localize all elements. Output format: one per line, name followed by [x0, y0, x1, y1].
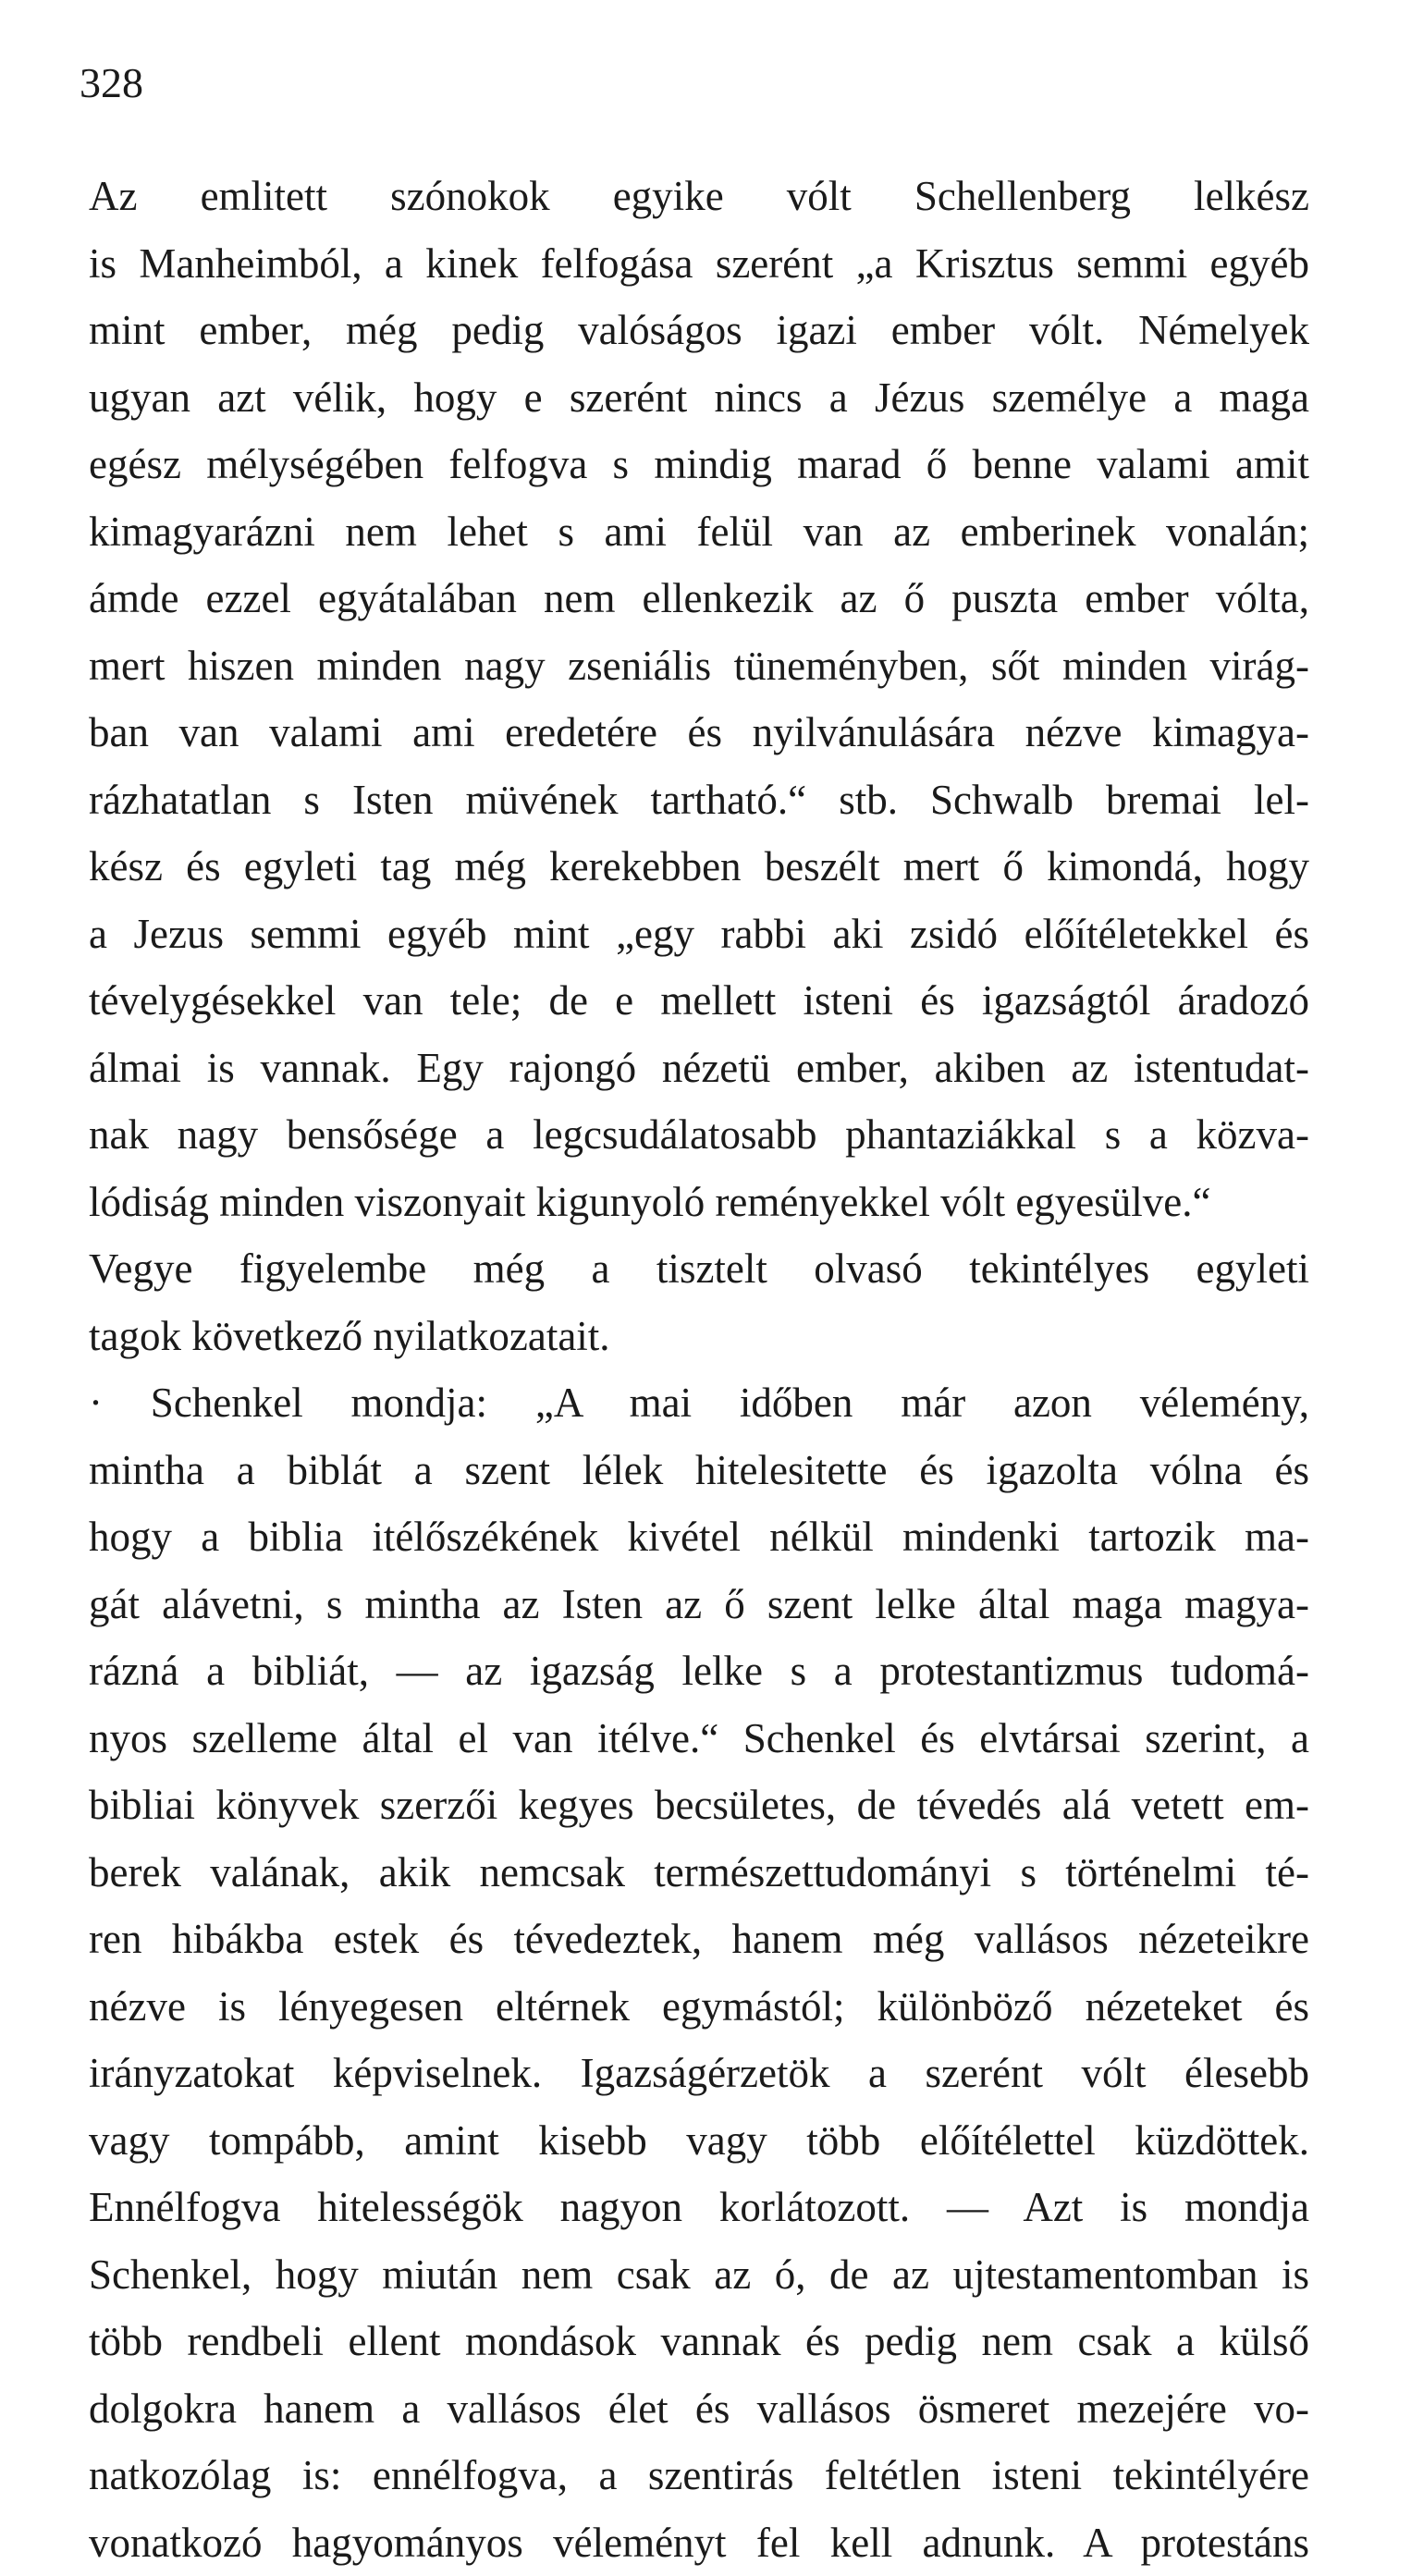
text-line: bibliai könyvek szerzői kegyes becsületes, de tévedés alá vetett em-	[89, 1772, 1309, 1839]
text-line: nak nagy bensősége a legcsudálatosabb phantaziákkal s a közva-	[89, 1101, 1309, 1169]
text-line: mert hiszen minden nagy zseniális tüneményben, sőt minden virág-	[89, 632, 1309, 700]
text-line: vonatkozó hagyományos véleményt fel kell adnunk. A protestáns	[89, 2509, 1309, 2576]
page-number: 328	[80, 55, 143, 111]
text-line: mint ember, még pedig valóságos igazi ember vólt. Némelyek	[89, 297, 1309, 364]
text-line: dolgokra hanem a vallásos élet és vallásos ösmeret mezejére vo-	[89, 2375, 1309, 2443]
text-line: Az emlitett szónokok egyike vólt Schellenberg lelkész	[89, 163, 1309, 230]
text-line: kész és egyleti tag még kerekebben beszélt mert ő kimondá, hogy	[89, 833, 1309, 901]
text-line: ugyan azt vélik, hogy e szerént nincs a Jézus személye a maga	[89, 364, 1309, 432]
text-line: egész mélységében felfogva s mindig marad ő benne valami amit	[89, 431, 1309, 498]
text-line: vagy tompább, amint kisebb vagy több előítélettel küzdöttek.	[89, 2107, 1309, 2175]
text-line: álmai is vannak. Egy rajongó nézetü ember, akiben az istentudat-	[89, 1035, 1309, 1102]
text-line: is Manheimból, a kinek felfogása szerént „a Krisztus semmi egyéb	[89, 230, 1309, 298]
text-line: tévelygésekkel van tele; de e mellett isteni és igazságtól áradozó	[89, 967, 1309, 1035]
text-line: Ennélfogva hitelességök nagyon korlátozott. — Azt is mondja	[89, 2174, 1309, 2241]
text-line: hogy a biblia itélőszékének kivétel nélkül mindenki tartozik ma-	[89, 1503, 1309, 1571]
text-line: mintha a biblát a szent lélek hitelesitette és igazolta vólna és	[89, 1437, 1309, 1504]
text-line: lódiság minden viszonyait kigunyoló reményekkel vólt egyesülve.“	[89, 1169, 1309, 1236]
text-line: Vegye figyelembe még a tisztelt olvasó tekintélyes egyleti	[89, 1235, 1309, 1303]
text-line: natkozólag is: ennélfogva, a szentirás feltétlen isteni tekintélyére	[89, 2442, 1309, 2509]
text-line: rázhatatlan s Isten müvének tartható.“ stb. Schwalb bremai lel-	[89, 767, 1309, 834]
text-line: nyos szelleme által el van itélve.“ Schenkel és elvtársai szerint, a	[89, 1705, 1309, 1773]
text-line: ren hibákba estek és tévedeztek, hanem még vallásos nézeteikre	[89, 1906, 1309, 1973]
text-line: · Schenkel mondja: „A mai időben már azon vélemény,	[89, 1369, 1309, 1437]
text-line: ámde ezzel egyátalában nem ellenkezik az ő puszta ember vólta,	[89, 565, 1309, 632]
text-line: több rendbeli ellent mondások vannak és pedig nem csak a külső	[89, 2308, 1309, 2375]
text-line: gát alávetni, s mintha az Isten az ő szent lelke által maga magya-	[89, 1571, 1309, 1638]
text-line: tagok következő nyilatkozatait.	[89, 1303, 1309, 1370]
text-line: rázná a bibliát, — az igazság lelke s a protestantizmus tudomá-	[89, 1638, 1309, 1705]
text-line: ban van valami ami eredetére és nyilvánulására nézve kimagya-	[89, 699, 1309, 767]
text-line: kimagyarázni nem lehet s ami felül van az emberinek vonalán;	[89, 498, 1309, 566]
text-line: irányzatokat képviselnek. Igazságérzetök a szerént vólt élesebb	[89, 2040, 1309, 2107]
text-line: Schenkel, hogy miután nem csak az ó, de az ujtestamentomban is	[89, 2241, 1309, 2309]
body-text	[89, 163, 1309, 2576]
text-line: nézve is lényegesen eltérnek egymástól; különböző nézeteket és	[89, 1973, 1309, 2041]
text-line: berek valának, akik nemcsak természettudományi s történelmi té-	[89, 1839, 1309, 1907]
text-line: a Jezus semmi egyéb mint „egy rabbi aki zsidó előítéletekkel és	[89, 901, 1309, 968]
